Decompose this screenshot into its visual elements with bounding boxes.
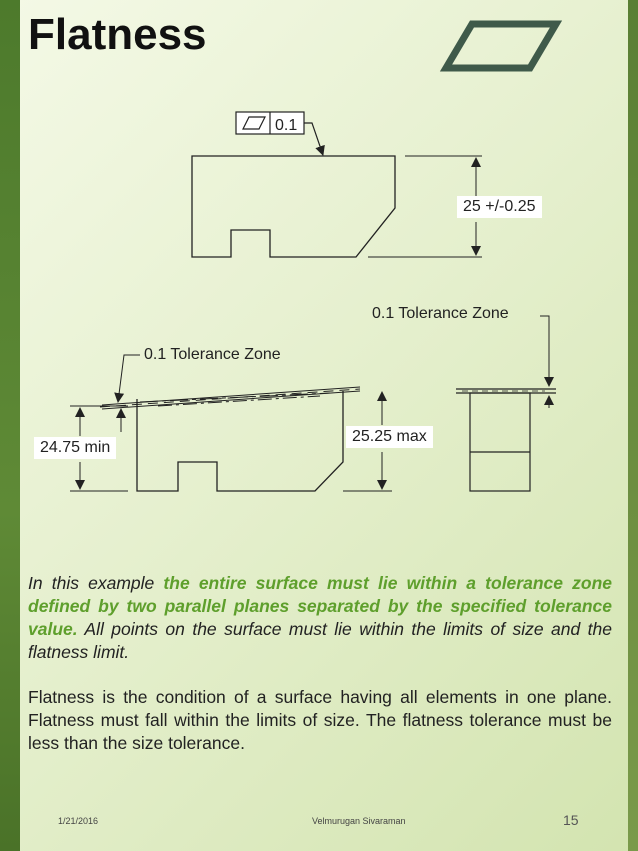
para1-intro: In this example	[28, 573, 164, 593]
top-part-outline	[192, 156, 395, 257]
slide-title: Flatness	[28, 10, 207, 59]
footer-date: 1/21/2016	[58, 816, 99, 826]
tolerance-zone-lines	[100, 387, 360, 409]
callout-tolerance: 0.1	[275, 117, 298, 134]
zone-right-leader	[540, 316, 549, 386]
tolerance-zone-label-left: 0.1 Tolerance Zone	[144, 346, 281, 363]
para1-period: .	[72, 619, 78, 639]
side-view-part	[456, 389, 556, 491]
para1-rest: All points on the surface must lie within the limits of size and the flatness limit.	[28, 619, 612, 662]
callout-leader	[304, 123, 323, 155]
definition-paragraph: Flatness is the condition of a surface having all elements in one plane. Flatness must fall within the limits of size. The flatness tolerance must be less than the size tolerance.	[28, 687, 612, 753]
page-number: 15	[563, 812, 579, 828]
height-tolerance-label: 25 +/-0.25	[457, 196, 542, 218]
example-paragraph	[28, 572, 612, 664]
bottom-part-outline	[137, 391, 343, 491]
zone-left-leader	[118, 355, 140, 402]
min-dimension-label: 24.75 min	[34, 437, 116, 459]
para1-highlight: the entire surface must lie within a tolerance zone defined by two parallel planes separated by the specified tolerance value	[28, 573, 612, 639]
footer-author: Velmurugan Sivaraman	[312, 816, 406, 826]
max-dimension-label: 25.25 max	[346, 426, 433, 448]
tolerance-zone-label-right: 0.1 Tolerance Zone	[372, 305, 509, 322]
flatness-symbol-icon	[446, 24, 556, 68]
feature-control-frame	[236, 112, 304, 134]
